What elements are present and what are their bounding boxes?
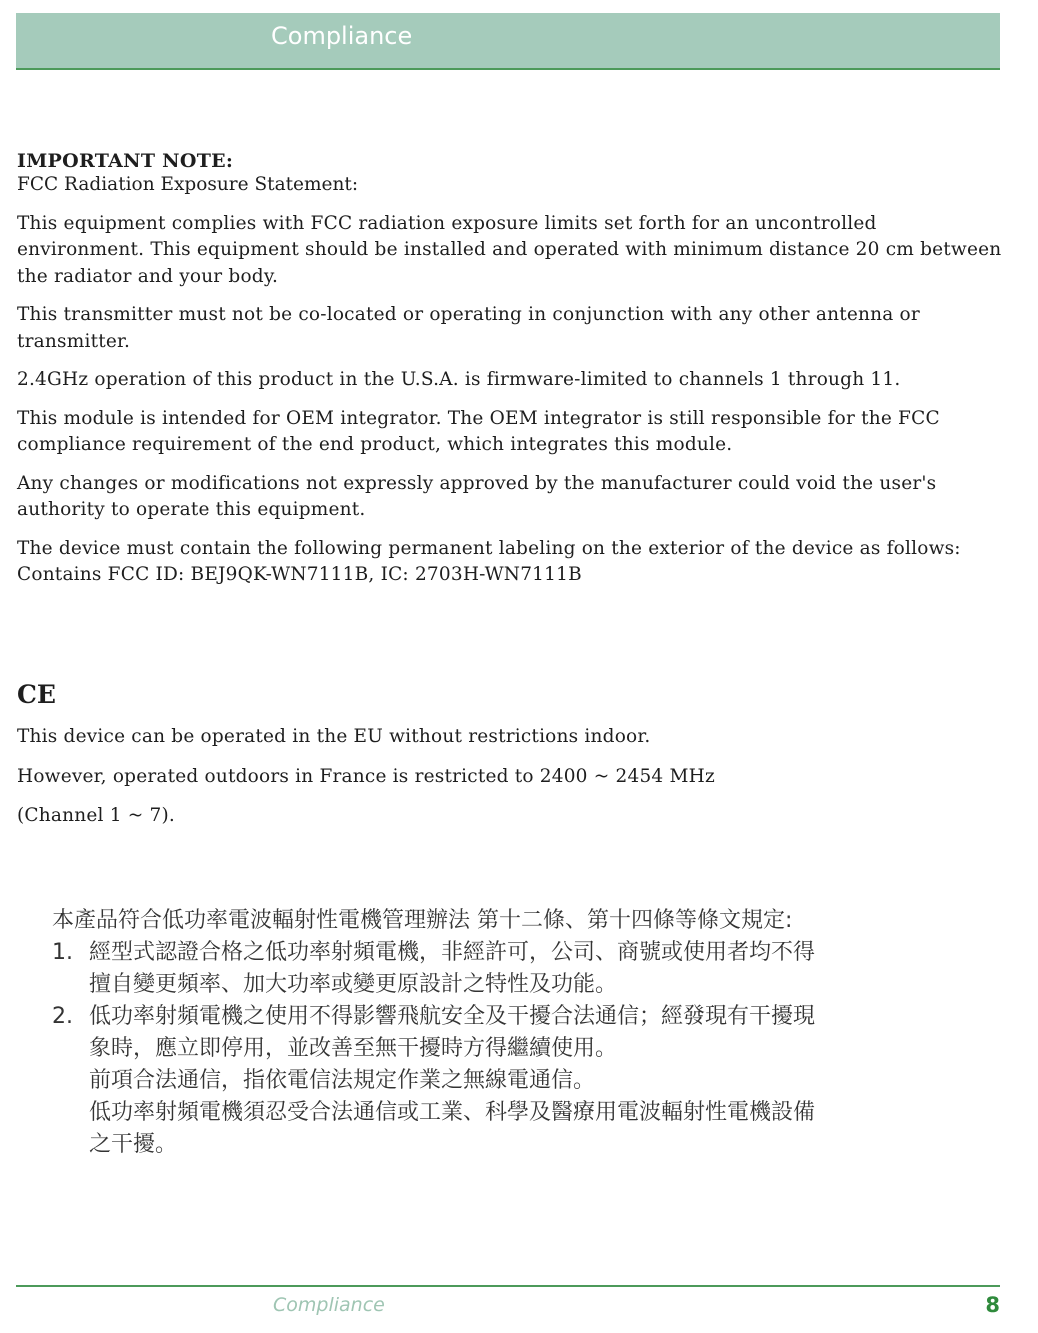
ncc-line: 前項合法通信，指依電信法規定作業之無線電通信。 (89, 1068, 596, 1093)
fcc-paragraph: Any changes or modifications not expressly approved by the manufacturer could void the user's authority to operate this equipment. (17, 472, 937, 520)
ncc-line: 低功率射頻電機須忍受合法通信或工業、科學及醫療用電波輻射性電機設備 (89, 1100, 816, 1125)
ncc-line: 經型式認證合格之低功率射頻電機，非經許可，公司、商號或使用者均不得 (89, 940, 816, 965)
fcc-paragraph: 2.4GHz operation of this product in the U.S.A. is firmware-limited to channels 1 through 11. (17, 369, 901, 390)
ce-line: However, operated outdoors in France is restricted to 2400 ~ 2454 MHz (17, 765, 715, 787)
footer-title: Compliance (273, 1294, 385, 1316)
ncc-line: 低功率射頻電機之使用不得影響飛航安全及干擾合法通信；經發現有干擾現 (89, 1004, 816, 1029)
fcc-paragraph: This equipment complies with FCC radiation exposure limits set forth for an uncontrolled environment. This equipment should be installed and operated with minimum distance 20 cm between the radiator and your body. (17, 212, 1002, 287)
ce-heading: CE (17, 680, 56, 709)
ncc-section (52, 905, 922, 1161)
list-number: 2. (52, 1004, 73, 1029)
important-note-heading: IMPORTANT NOTE: (17, 150, 234, 172)
ncc-list (52, 937, 922, 1161)
ncc-list-item (52, 937, 922, 1001)
fcc-subheading: FCC Radiation Exposure Statement: (17, 174, 359, 195)
header-title: Compliance (271, 22, 413, 50)
footer-rule (16, 1285, 1000, 1287)
ncc-list-item (52, 1001, 922, 1161)
list-number: 1. (52, 940, 73, 965)
page-number: 8 (985, 1293, 1000, 1317)
ncc-intro: 本產品符合低功率電波輻射性電機管理辦法 第十二條、第十四條等條文規定: (52, 908, 793, 933)
fcc-paragraph: This module is intended for OEM integrator. The OEM integrator is still responsible for the FCC compliance requirement of the end product, which integrates this module. (17, 407, 940, 455)
labeling-line: The device must contain the following permanent labeling on the exterior of the device as follows: (17, 537, 961, 559)
ncc-line: 之干擾。 (89, 1132, 178, 1157)
ncc-line: 象時，應立即停用，並改善至無干擾時方得繼續使用。 (89, 1036, 618, 1061)
ce-line: This device can be operated in the EU without restrictions indoor. (17, 726, 651, 747)
fcc-id-line: Contains FCC ID: BEJ9QK-WN7111B, IC: 2703H-WN7111B (17, 564, 582, 585)
fcc-section (17, 150, 1007, 589)
ncc-line: 擅自變更頻率、加大功率或變更原設計之特性及功能。 (89, 972, 618, 997)
labeling-paragraph (17, 536, 1007, 589)
ce-section (17, 678, 1007, 843)
header-band (16, 13, 1000, 70)
fcc-paragraph: This transmitter must not be co-located or operating in conjunction with any other antenna or transmitter. (17, 304, 920, 352)
ce-line: (Channel 1 ~ 7). (17, 805, 175, 826)
